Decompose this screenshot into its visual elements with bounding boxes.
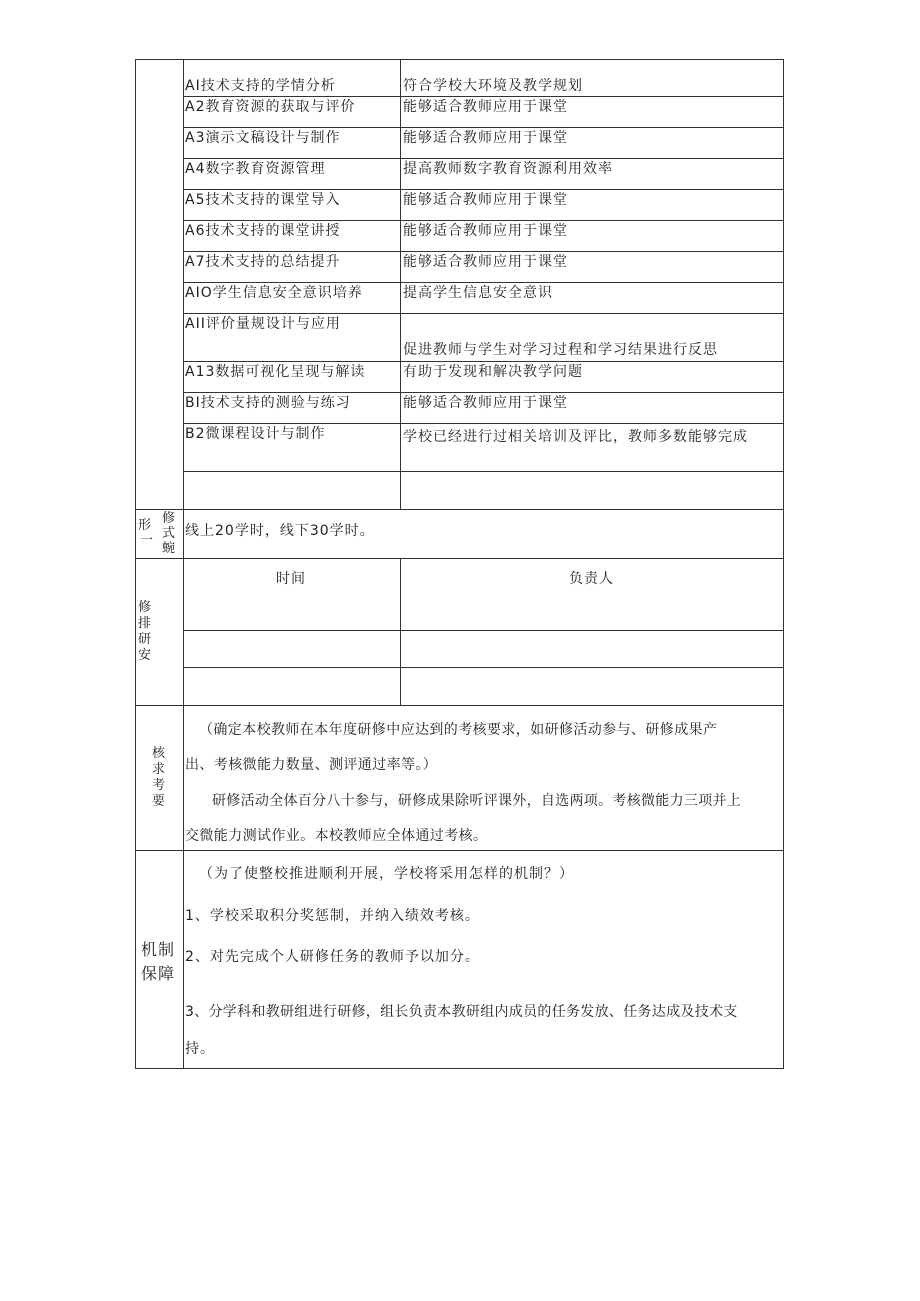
assessment-content-line-1: 研修活动全体百分八十参与，研修成果除听评课外，自选两项。考核微能力三项并上 [212,793,742,809]
assessment-label-2: 求 [152,762,166,777]
row-12-item: B2微课程设计与制作 [185,426,326,442]
row-8-item: AIO学生信息安全意识培养 [185,285,363,301]
schedule-label-3: 研 [138,632,152,647]
row-3-item: A3演示文稿设计与制作 [185,130,341,146]
mechanism-item-3-line-1: 3、分学科和教研组进行研修，组长负责本教研组内成员的任务发放、任务达成及技术支 [185,1004,738,1020]
mechanism-label-line-1: 机制 [141,940,176,959]
assessment-label-3: 考 [152,778,166,793]
row-9-item: AII评价量规设计与应用 [185,316,341,332]
mechanism-item-3-line-2: 持。 [185,1041,215,1057]
row-5-item: A5技术支持的课堂导入 [185,192,341,208]
row-6-item: A6技术支持的课堂讲授 [185,223,341,239]
schedule-col-owner: 负责人 [569,571,614,587]
schedule-label-2: 排 [138,616,152,631]
mechanism-label-line-2: 保障 [141,964,176,983]
assessment-label-4: 要 [152,794,166,809]
assessment-prompt-line-2: 出、考核微能力数量、测评通过率等。） [185,757,438,773]
mechanism-item-1: 1、学校采取积分奖惩制，并纳入绩效考核。 [185,908,480,924]
row-4-reason: 提高教师数字教育资源利用效率 [403,161,613,177]
form-label-2: 式 [162,526,176,541]
assessment-label-1: 核 [152,746,166,761]
row-3-reason: 能够适合教师应用于课堂 [403,130,568,146]
schedule-col-time: 时间 [276,571,306,587]
row-1-item: AI技术支持的学情分析 [185,78,336,94]
row-2-reason: 能够适合教师应用于课堂 [403,99,568,115]
row-4-item: A4数字教育资源管理 [185,161,326,177]
schedule-label-1: 修 [138,600,152,615]
mechanism-prompt: （为了使整校推进顺利开展，学校将采用怎样的机制？） [199,866,574,882]
mechanism-item-2: 2、对先完成个人研修任务的教师予以加分。 [185,949,480,965]
row-11-reason: 能够适合教师应用于课堂 [403,395,568,411]
row-12-reason: 学校已经进行过相关培训及评比，教师多数能够完成 [403,429,748,445]
row-6-reason: 能够适合教师应用于课堂 [403,223,568,239]
form-label-3: 形 [138,518,152,533]
row-1-reason: 符合学校大环境及教学规划 [403,78,583,94]
row-7-item: A7技术支持的总结提升 [185,254,341,270]
assessment-prompt-line-1: （确定本校教师在本年度研修中应达到的考核要求，如研修活动参与、研修成果产 [199,722,718,738]
row-10-reason: 有助于发现和解决教学问题 [403,364,583,380]
assessment-content-line-2: 交微能力测试作业。本校教师应全体通过考核。 [185,828,488,844]
row-2-item: A2教育资源的获取与评价 [185,99,356,115]
row-7-reason: 能够适合教师应用于课堂 [403,254,568,270]
row-9-reason: 促进教师与学生对学习过程和学习结果进行反思 [403,342,718,358]
row-5-reason: 能够适合教师应用于课堂 [403,192,568,208]
row-10-item: A13数据可视化呈现与解读 [185,364,366,380]
form-content: 线上20学时，线下30学时。 [185,523,375,539]
form-label-1: 修 [162,511,176,526]
row-11-item: BI技术支持的测验与练习 [185,395,351,411]
form-label-4: 一 [140,533,154,548]
row-8-reason: 提高学生信息安全意识 [403,285,553,301]
form-label-5: 蜿 [162,541,176,556]
schedule-label-4: 安 [138,648,152,663]
